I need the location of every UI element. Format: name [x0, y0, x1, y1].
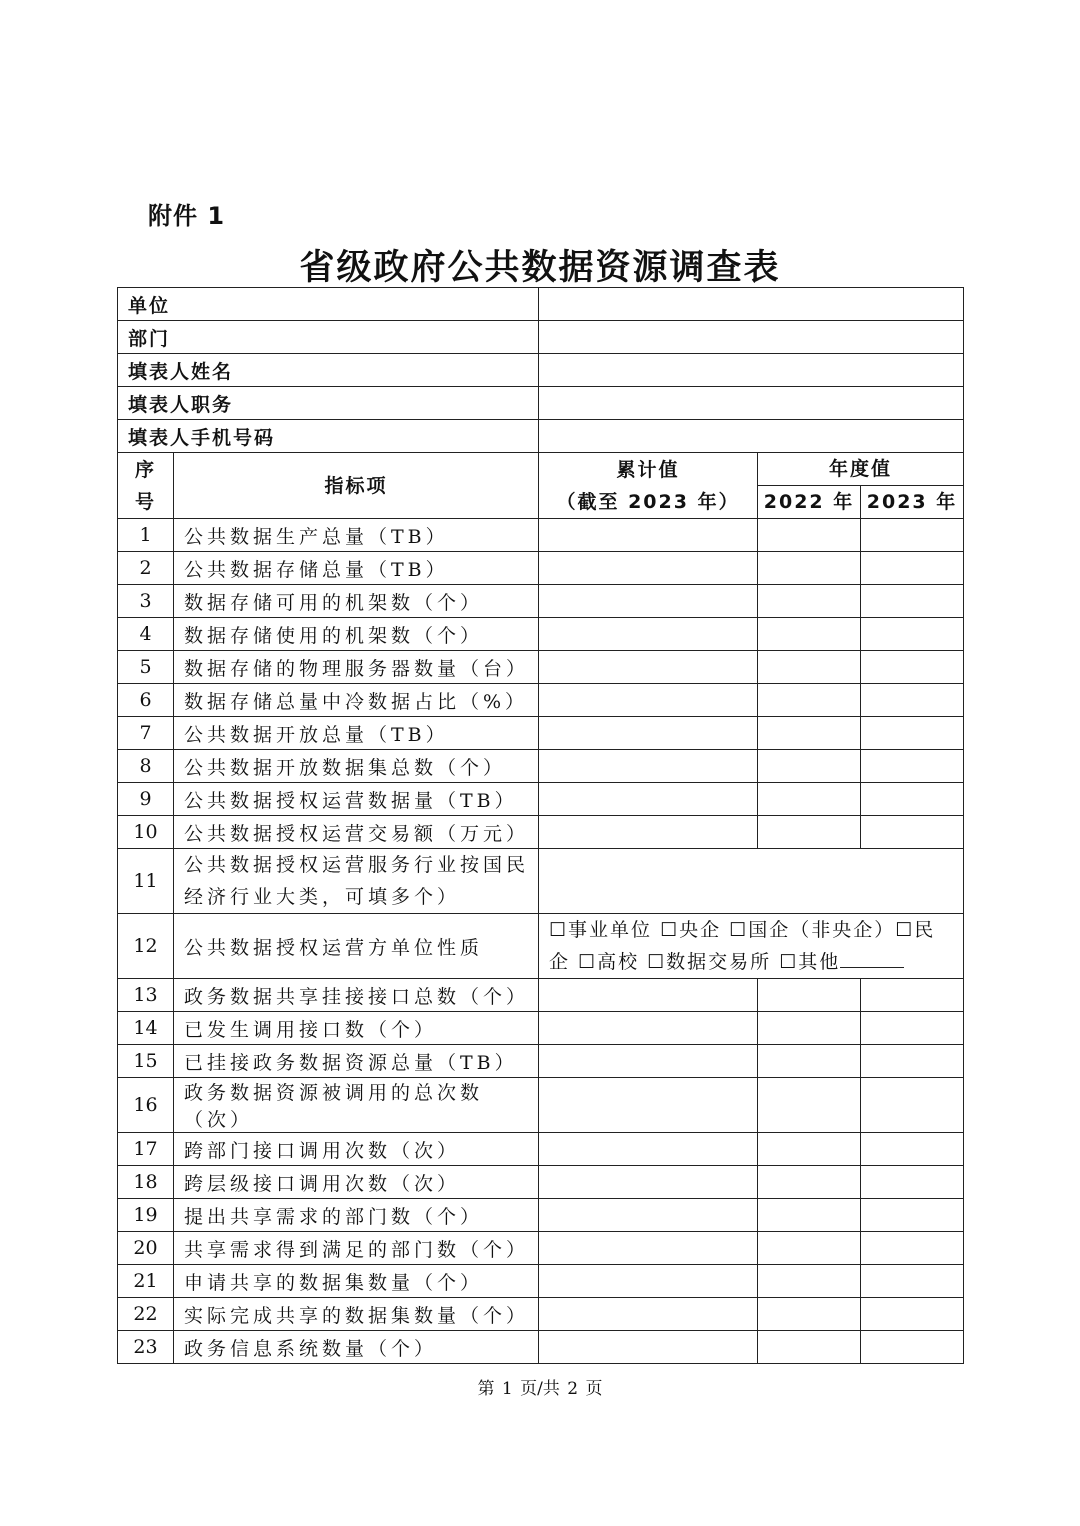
info-value-cell[interactable] [539, 387, 964, 420]
row-number: 3 [118, 585, 174, 618]
value-2023-cell[interactable] [861, 816, 964, 849]
year-2023-header: 2023 年 [861, 486, 964, 519]
row-number: 22 [118, 1298, 174, 1331]
year-2022-header: 2022 年 [758, 486, 861, 519]
value-2022-cell[interactable] [758, 1232, 861, 1265]
footer-suffix: 页 [585, 1379, 603, 1399]
cumulative-cell[interactable] [539, 1265, 758, 1298]
table-row [118, 914, 964, 979]
cumulative-cell[interactable] [539, 684, 758, 717]
value-2022-cell[interactable] [758, 1265, 861, 1298]
indicator-label: 共享需求得到满足的部门数（个） [174, 1232, 539, 1265]
row-number: 21 [118, 1265, 174, 1298]
table-row [118, 1298, 964, 1331]
table-row [118, 552, 964, 585]
page-footer [0, 1374, 1080, 1399]
info-row [118, 354, 964, 387]
annual-header: 年度值 [758, 453, 964, 486]
value-2022-cell[interactable] [758, 1133, 861, 1166]
cumulative-header [539, 453, 758, 519]
row-number: 8 [118, 750, 174, 783]
cumulative-cell[interactable] [539, 1331, 758, 1364]
cumulative-cell[interactable] [539, 1298, 758, 1331]
info-label: 填表人职务 [118, 387, 539, 420]
value-2022-cell[interactable] [758, 1166, 861, 1199]
indicator-label: 公共数据授权运营交易额（万元） [174, 816, 539, 849]
value-2022-cell[interactable] [758, 750, 861, 783]
value-2023-cell[interactable] [861, 1133, 964, 1166]
row-number: 9 [118, 783, 174, 816]
row-number: 15 [118, 1045, 174, 1078]
value-2023-cell[interactable] [861, 1012, 964, 1045]
row-number: 17 [118, 1133, 174, 1166]
indicator-label: 公共数据存储总量（TB） [174, 552, 539, 585]
indicator-label: 实际完成共享的数据集数量（个） [174, 1298, 539, 1331]
table-row [118, 979, 964, 1012]
value-2023-cell[interactable] [861, 1265, 964, 1298]
table-row [118, 1012, 964, 1045]
value-2022-cell[interactable] [758, 684, 861, 717]
info-row [118, 387, 964, 420]
value-2022-cell[interactable] [758, 1078, 861, 1133]
info-value-cell[interactable] [539, 354, 964, 387]
value-2023-cell[interactable] [861, 717, 964, 750]
value-2022-cell[interactable] [758, 552, 861, 585]
table-row [118, 519, 964, 552]
indicator-label: 数据存储的物理服务器数量（台） [174, 651, 539, 684]
seq-header-top: 序 [134, 458, 156, 481]
table-row [118, 750, 964, 783]
table-row [118, 849, 964, 914]
indicator-header: 指标项 [174, 453, 539, 519]
value-2023-cell[interactable] [861, 618, 964, 651]
industry-input-cell[interactable] [539, 849, 964, 914]
info-row [118, 420, 964, 453]
row-number: 12 [118, 914, 174, 979]
info-value-cell[interactable] [539, 420, 964, 453]
header-row [118, 453, 964, 486]
row-number: 20 [118, 1232, 174, 1265]
indicator-label: 跨层级接口调用次数（次） [174, 1166, 539, 1199]
value-2023-cell[interactable] [861, 1045, 964, 1078]
indicator-label: 已挂接政务数据资源总量（TB） [174, 1045, 539, 1078]
value-2022-cell[interactable] [758, 783, 861, 816]
value-2023-cell[interactable] [861, 684, 964, 717]
unit-type-options-text[interactable]: 企 ☐高校 ☐数据交易所 ☐其他 [549, 951, 841, 973]
indicator-label: 公共数据生产总量（TB） [174, 519, 539, 552]
cumulative-cell[interactable] [539, 717, 758, 750]
info-value-cell[interactable] [539, 321, 964, 354]
indicator-label: 政务数据资源被调用的总次数（次） [174, 1078, 539, 1133]
table-row [118, 1078, 964, 1133]
indicator-label: 数据存储可用的机架数（个） [174, 585, 539, 618]
row-number: 19 [118, 1199, 174, 1232]
value-2022-cell[interactable] [758, 1045, 861, 1078]
unit-type-options[interactable] [539, 914, 964, 979]
cumulative-cell[interactable] [539, 1232, 758, 1265]
value-2023-cell[interactable] [861, 1166, 964, 1199]
row-number: 14 [118, 1012, 174, 1045]
indicator-label: 政务信息系统数量（个） [174, 1331, 539, 1364]
value-2023-cell[interactable] [861, 585, 964, 618]
indicator-label: 公共数据授权运营数据量（TB） [174, 783, 539, 816]
cumulative-cell[interactable] [539, 1078, 758, 1133]
footer-page-number: 1 [501, 1379, 513, 1399]
value-2023-cell[interactable] [861, 552, 964, 585]
value-2022-cell[interactable] [758, 1199, 861, 1232]
table-row [118, 1265, 964, 1298]
cumulative-cell[interactable] [539, 1045, 758, 1078]
row-number: 5 [118, 651, 174, 684]
value-2022-cell[interactable] [758, 816, 861, 849]
table-row [118, 1232, 964, 1265]
row-number: 2 [118, 552, 174, 585]
info-label: 单位 [118, 288, 539, 321]
info-label: 填表人姓名 [118, 354, 539, 387]
cumulative-cell[interactable] [539, 519, 758, 552]
row-number: 7 [118, 717, 174, 750]
value-2023-cell[interactable] [861, 1078, 964, 1133]
value-2022-cell[interactable] [758, 585, 861, 618]
value-2022-cell[interactable] [758, 1012, 861, 1045]
row-number: 1 [118, 519, 174, 552]
value-2022-cell[interactable] [758, 979, 861, 1012]
value-2022-cell[interactable] [758, 717, 861, 750]
indicator-label: 公共数据开放数据集总数（个） [174, 750, 539, 783]
cumulative-header-top: 累计值 [616, 458, 680, 481]
indicator-label: 公共数据授权运营方单位性质 [174, 914, 539, 979]
cumulative-header-bottom: （截至 2023 年） [556, 490, 740, 513]
row-number: 23 [118, 1331, 174, 1364]
info-row [118, 288, 964, 321]
table-row [118, 1331, 964, 1364]
value-2023-cell[interactable] [861, 979, 964, 1012]
cumulative-cell[interactable] [539, 1199, 758, 1232]
indicator-label: 公共数据开放总量（TB） [174, 717, 539, 750]
footer-total-pages: 2 [567, 1379, 579, 1399]
row-number: 11 [118, 849, 174, 914]
cumulative-cell[interactable] [539, 1166, 758, 1199]
table-row [118, 1166, 964, 1199]
info-value-cell[interactable] [539, 288, 964, 321]
value-2023-cell[interactable] [861, 1199, 964, 1232]
indicator-label-line: 公共数据授权运营服务行业按国民 [184, 854, 530, 876]
cumulative-cell[interactable] [539, 750, 758, 783]
row-number: 13 [118, 979, 174, 1012]
cumulative-cell[interactable] [539, 618, 758, 651]
table-row [118, 816, 964, 849]
table-row [118, 1045, 964, 1078]
indicator-label [174, 849, 539, 914]
value-2023-cell[interactable] [861, 519, 964, 552]
cumulative-cell[interactable] [539, 552, 758, 585]
value-2022-cell[interactable] [758, 618, 861, 651]
survey-table [117, 287, 964, 1364]
value-2022-cell[interactable] [758, 519, 861, 552]
indicator-label: 数据存储总量中冷数据占比（%） [174, 684, 539, 717]
cumulative-cell[interactable] [539, 585, 758, 618]
footer-mid: 页/共 [520, 1379, 560, 1399]
info-label: 部门 [118, 321, 539, 354]
cumulative-cell[interactable] [539, 1012, 758, 1045]
value-2023-cell[interactable] [861, 651, 964, 684]
info-label: 填表人手机号码 [118, 420, 539, 453]
cumulative-cell[interactable] [539, 1133, 758, 1166]
cumulative-cell[interactable] [539, 979, 758, 1012]
page-title: 省级政府公共数据资源调查表 [299, 248, 781, 288]
value-2022-cell[interactable] [758, 1298, 861, 1331]
table-row [118, 585, 964, 618]
table-row [118, 783, 964, 816]
value-2023-cell[interactable] [861, 1298, 964, 1331]
row-number: 10 [118, 816, 174, 849]
table-row [118, 1133, 964, 1166]
indicator-label: 数据存储使用的机架数（个） [174, 618, 539, 651]
other-blank-field[interactable] [840, 949, 904, 968]
row-number: 18 [118, 1166, 174, 1199]
attachment-label: 附件 1 [148, 202, 226, 230]
info-row [118, 321, 964, 354]
seq-header-bottom: 号 [134, 490, 156, 513]
indicator-label: 已发生调用接口数（个） [174, 1012, 539, 1045]
footer-prefix: 第 [477, 1379, 495, 1399]
cumulative-cell[interactable] [539, 783, 758, 816]
unit-type-options-line[interactable] [549, 946, 963, 978]
value-2022-cell[interactable] [758, 651, 861, 684]
seq-header [118, 453, 174, 519]
cumulative-cell[interactable] [539, 651, 758, 684]
row-number: 16 [118, 1078, 174, 1133]
indicator-label-line: 经济行业大类，可填多个） [184, 886, 461, 908]
value-2023-cell[interactable] [861, 1331, 964, 1364]
value-2023-cell[interactable] [861, 783, 964, 816]
value-2023-cell[interactable] [861, 750, 964, 783]
value-2022-cell[interactable] [758, 1331, 861, 1364]
table-row [118, 618, 964, 651]
row-number: 4 [118, 618, 174, 651]
indicator-label: 政务数据共享挂接接口总数（个） [174, 979, 539, 1012]
table-row [118, 1199, 964, 1232]
value-2023-cell[interactable] [861, 1232, 964, 1265]
indicator-label: 提出共享需求的部门数（个） [174, 1199, 539, 1232]
row-number: 6 [118, 684, 174, 717]
table-row [118, 651, 964, 684]
table-row [118, 684, 964, 717]
unit-type-options-line[interactable]: ☐事业单位 ☐央企 ☐国企（非央企）☐民 [549, 919, 936, 941]
table-row [118, 717, 964, 750]
indicator-label: 跨部门接口调用次数（次） [174, 1133, 539, 1166]
indicator-label: 申请共享的数据集数量（个） [174, 1265, 539, 1298]
cumulative-cell[interactable] [539, 816, 758, 849]
